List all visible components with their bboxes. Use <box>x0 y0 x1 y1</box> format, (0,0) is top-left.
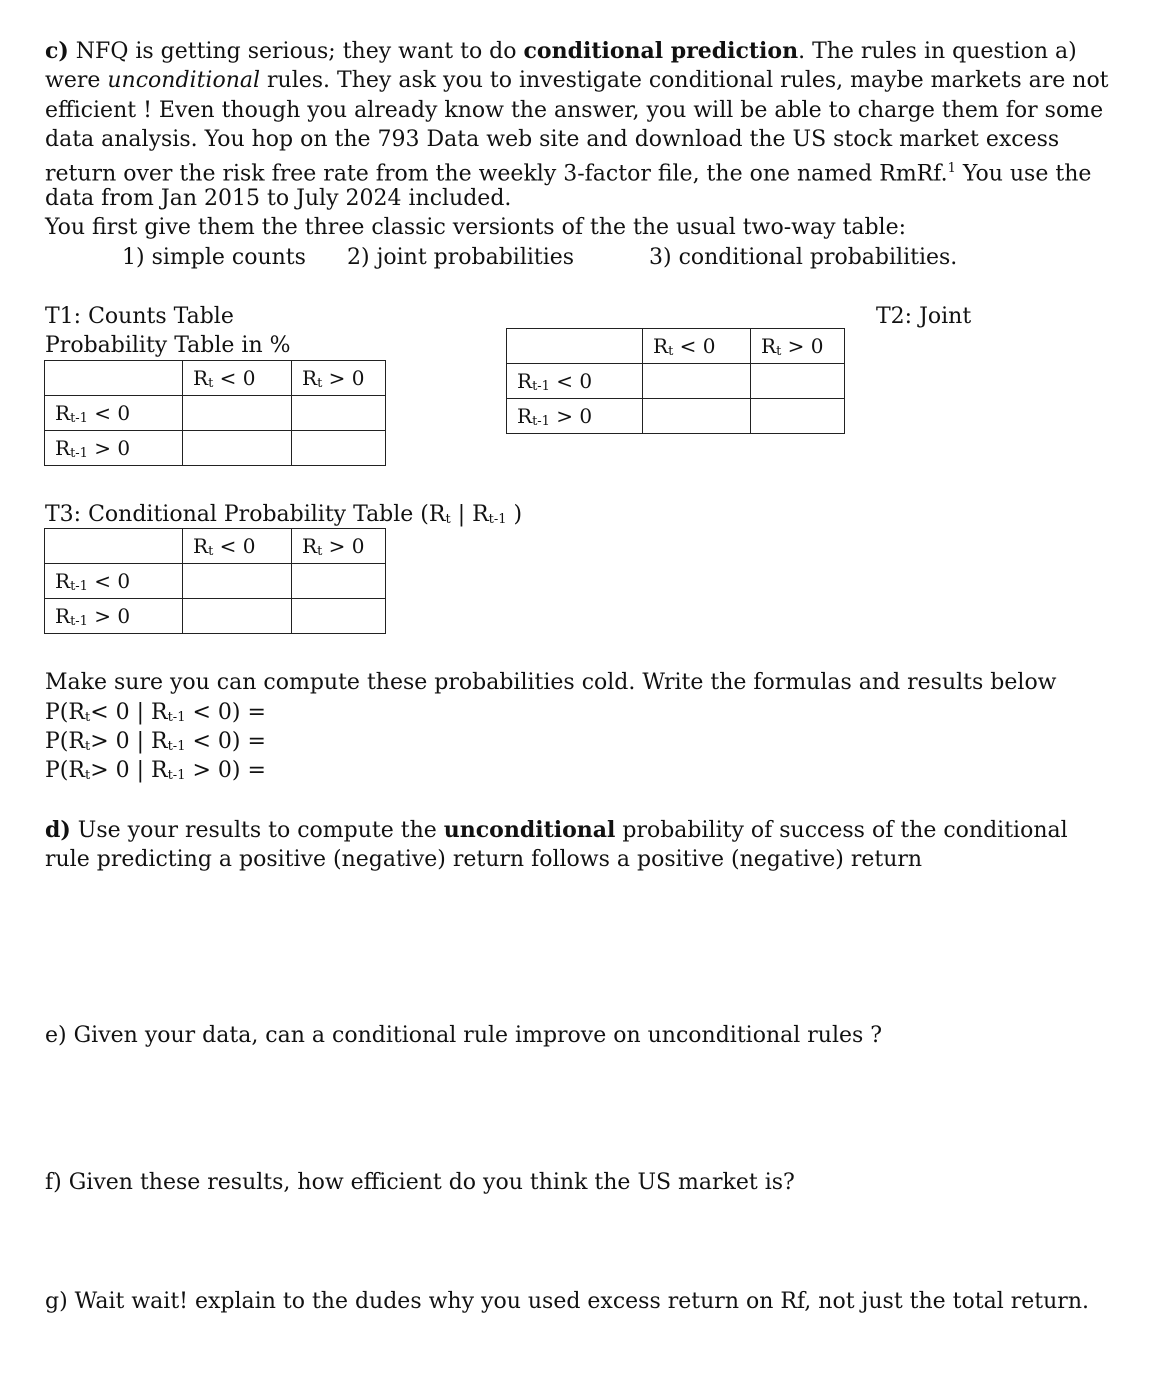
formula-1: P(Rt< 0 | Rt-1 < 0) = <box>45 700 266 725</box>
header-corner-cell <box>507 329 643 364</box>
option-joint-probabilities: 2) joint probabilities <box>347 245 575 270</box>
part-d-label: d) <box>45 817 71 843</box>
unconditional-italic: unconditional <box>107 68 261 93</box>
part-c-line-1 <box>45 37 1077 66</box>
table-row <box>45 396 386 431</box>
part-c-line-2 <box>45 66 1109 95</box>
row-rt1-neg: Rt-1 < 0 <box>507 364 643 399</box>
t1-cell-neg-pos[interactable] <box>292 396 386 431</box>
t3-cell-pos-pos[interactable] <box>292 599 386 634</box>
col-rt-pos: Rt > 0 <box>751 329 845 364</box>
part-c-text: rules. They ask you to investigate conditional rules, maybe markets are not <box>260 68 1109 93</box>
part-g: g) Wait wait! explain to the dudes why you used excess return on Rf, not just the total return. <box>45 1289 1089 1314</box>
option-conditional-probabilities: 3) conditional probabilities. <box>649 245 958 270</box>
t2-cell-pos-neg[interactable] <box>643 399 751 434</box>
part-c-text: return over the risk free rate from the weekly 3-factor file, the one named RmRf. <box>45 161 948 187</box>
table-row <box>45 599 386 634</box>
row-rt1-neg: Rt-1 < 0 <box>45 564 183 599</box>
part-c-line-3: efficient ! Even though you already know the answer, you will be able to charge them for some <box>45 98 1104 123</box>
part-d-line-1: d) Use your results to compute the unconditional probability of success of the conditional <box>45 817 1068 843</box>
part-d-line-2: rule predicting a positive (negative) return follows a positive (negative) return <box>45 847 923 872</box>
col-rt-pos: Rt > 0 <box>292 361 386 396</box>
part-c-text: were <box>45 68 108 93</box>
part-c-text: . The rules in question a) <box>798 39 1077 64</box>
t1-cell-neg-neg[interactable] <box>183 396 292 431</box>
table-header-row <box>45 529 386 564</box>
col-rt-pos: Rt > 0 <box>292 529 386 564</box>
t1-cell-pos-neg[interactable] <box>183 431 292 466</box>
t3-conditional-table <box>44 528 386 634</box>
table-header-row <box>507 329 845 364</box>
t3-cell-neg-pos[interactable] <box>292 564 386 599</box>
formula-2: P(Rt> 0 | Rt-1 < 0) = <box>45 729 266 754</box>
t3-title: T3: Conditional Probability Table (Rt | Rt-1 ) <box>45 502 523 527</box>
t3-cell-pos-neg[interactable] <box>183 599 292 634</box>
formulas-intro: Make sure you can compute these probabilities cold. Write the formulas and results below <box>45 670 1057 695</box>
part-c-text: NFQ is getting serious; they want to do <box>68 39 524 64</box>
header-corner-cell <box>45 529 183 564</box>
conditional-prediction-bold: conditional prediction <box>523 38 799 64</box>
t2-cell-neg-neg[interactable] <box>643 364 751 399</box>
row-rt1-pos: Rt-1 > 0 <box>507 399 643 434</box>
t1-counts-table <box>44 360 386 466</box>
formula-3: P(Rt> 0 | Rt-1 > 0) = <box>45 758 266 783</box>
table-header-row <box>45 361 386 396</box>
table-row <box>507 399 845 434</box>
header-corner-cell <box>45 361 183 396</box>
row-rt1-pos: Rt-1 > 0 <box>45 431 183 466</box>
row-rt1-pos: Rt-1 > 0 <box>45 599 183 634</box>
t2-title-b: Probability Table in % <box>45 333 291 358</box>
row-rt1-neg: Rt-1 < 0 <box>45 396 183 431</box>
col-rt-neg: Rt < 0 <box>183 361 292 396</box>
col-rt-neg: Rt < 0 <box>183 529 292 564</box>
table-row <box>45 431 386 466</box>
part-c-line-4: data analysis. You hop on the 793 Data web site and download the US stock market excess <box>45 127 1060 152</box>
part-c-label: c) <box>45 38 69 64</box>
table-row <box>507 364 845 399</box>
part-c-line-7: You first give them the three classic versionts of the the usual two-way table: <box>45 215 907 240</box>
t2-joint-table <box>506 328 845 434</box>
table-row <box>45 564 386 599</box>
part-f: f) Given these results, how efficient do you think the US market is? <box>45 1170 795 1195</box>
t2-title-a: T2: Joint <box>876 304 972 329</box>
t1-cell-pos-pos[interactable] <box>292 431 386 466</box>
part-c-line-6: data from Jan 2015 to July 2024 included. <box>45 186 512 211</box>
t2-cell-pos-pos[interactable] <box>751 399 845 434</box>
col-rt-neg: Rt < 0 <box>643 329 751 364</box>
t1-title: T1: Counts Table <box>45 304 234 329</box>
part-c-text: You use the <box>955 161 1092 187</box>
unconditional-bold: unconditional <box>443 817 616 843</box>
part-e: e) Given your data, can a conditional rule improve on unconditional rules ? <box>45 1023 883 1048</box>
footnote-marker: 1 <box>947 161 956 176</box>
t2-cell-neg-pos[interactable] <box>751 364 845 399</box>
t3-cell-neg-neg[interactable] <box>183 564 292 599</box>
option-simple-counts: 1) simple counts <box>122 245 306 270</box>
